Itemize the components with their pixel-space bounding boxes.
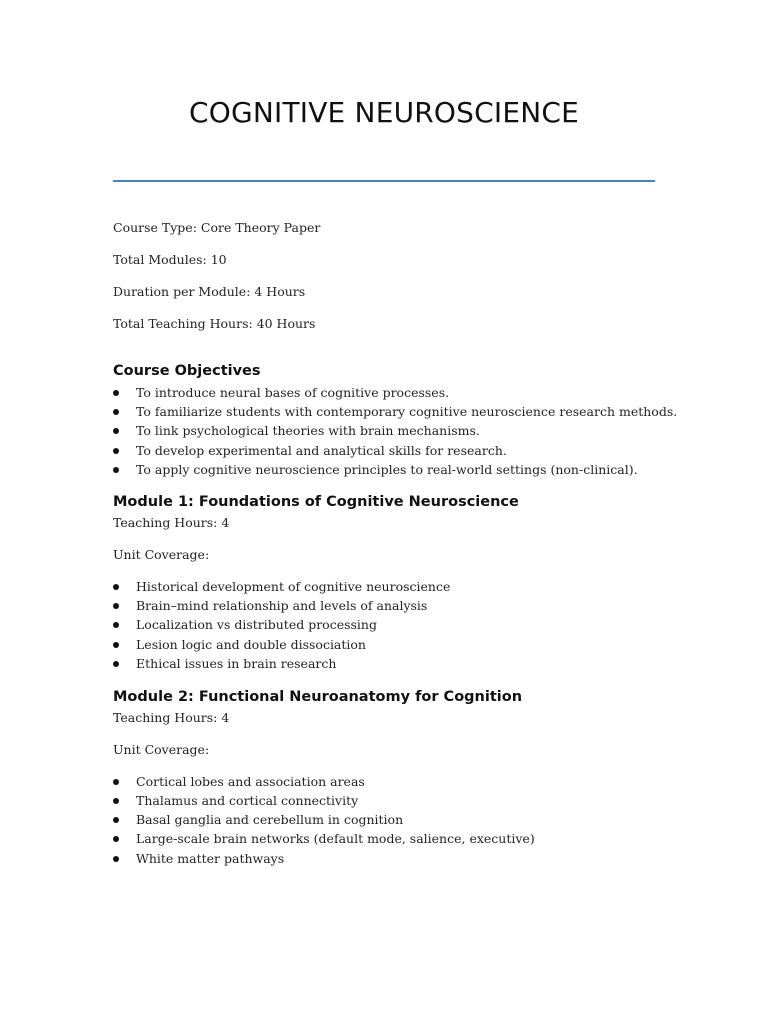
bullet-icon	[113, 798, 119, 804]
module-2-unit-coverage-label: Unit Coverage:	[113, 741, 210, 757]
bullet-icon	[113, 409, 119, 415]
list-item: To introduce neural bases of cognitive processes.	[113, 383, 713, 402]
list-item: Brain–mind relationship and levels of analysis	[113, 596, 713, 615]
bullet-icon	[113, 467, 119, 473]
bullet-icon	[113, 622, 119, 628]
bullet-icon	[113, 817, 119, 823]
course-type: Course Type: Core Theory Paper	[113, 220, 321, 235]
bullet-icon	[113, 584, 119, 590]
list-item: Ethical issues in brain research	[113, 654, 713, 673]
bullet-icon	[113, 428, 119, 434]
bullet-icon	[113, 448, 119, 454]
bullet-icon	[113, 603, 119, 609]
module-1-teaching-hours: Teaching Hours: 4	[113, 514, 230, 530]
total-modules: Total Modules: 10	[113, 252, 227, 267]
list-item: Thalamus and cortical connectivity	[113, 791, 713, 810]
title-divider	[113, 180, 655, 182]
duration-per-module: Duration per Module: 4 Hours	[113, 284, 306, 299]
list-item: To link psychological theories with brain mechanisms.	[113, 421, 713, 440]
objectives-section	[113, 361, 713, 479]
bullet-icon	[113, 661, 119, 667]
list-item: To apply cognitive neuroscience principles to real-world settings (non-clinical).	[113, 460, 713, 479]
list-item: Cortical lobes and association areas	[113, 772, 713, 791]
list-item: To develop experimental and analytical skills for research.	[113, 441, 713, 460]
module-1-heading: Module 1: Foundations of Cognitive Neuroscience	[113, 493, 519, 510]
module-1-list	[113, 577, 713, 673]
module-2-heading: Module 2: Functional Neuroanatomy for Cognition	[113, 688, 523, 705]
objectives-list	[113, 383, 713, 479]
module-1-unit-coverage-label: Unit Coverage:	[113, 546, 210, 562]
list-item: Large-scale brain networks (default mode, salience, executive)	[113, 829, 713, 848]
list-item: Basal ganglia and cerebellum in cognition	[113, 810, 713, 829]
bullet-icon	[113, 836, 119, 842]
list-item: Localization vs distributed processing	[113, 615, 713, 634]
document-title: COGNITIVE NEUROSCIENCE	[188, 96, 580, 129]
module-2-list	[113, 772, 713, 868]
document-body	[113, 219, 713, 868]
objectives-heading: Course Objectives	[113, 363, 261, 379]
list-item: White matter pathways	[113, 849, 713, 868]
course-meta	[113, 219, 713, 347]
bullet-icon	[113, 856, 119, 862]
list-item: To familiarize students with contemporary cognitive neuroscience research methods.	[113, 402, 713, 421]
total-teaching-hours: Total Teaching Hours: 40 Hours	[113, 316, 316, 331]
list-item: Historical development of cognitive neuroscience	[113, 577, 713, 596]
module-2-teaching-hours: Teaching Hours: 4	[113, 709, 230, 725]
list-item: Lesion logic and double dissociation	[113, 635, 713, 654]
bullet-icon	[113, 642, 119, 648]
module-2-section	[113, 687, 713, 868]
module-1-section	[113, 492, 713, 673]
bullet-icon	[113, 390, 119, 396]
bullet-icon	[113, 779, 119, 785]
